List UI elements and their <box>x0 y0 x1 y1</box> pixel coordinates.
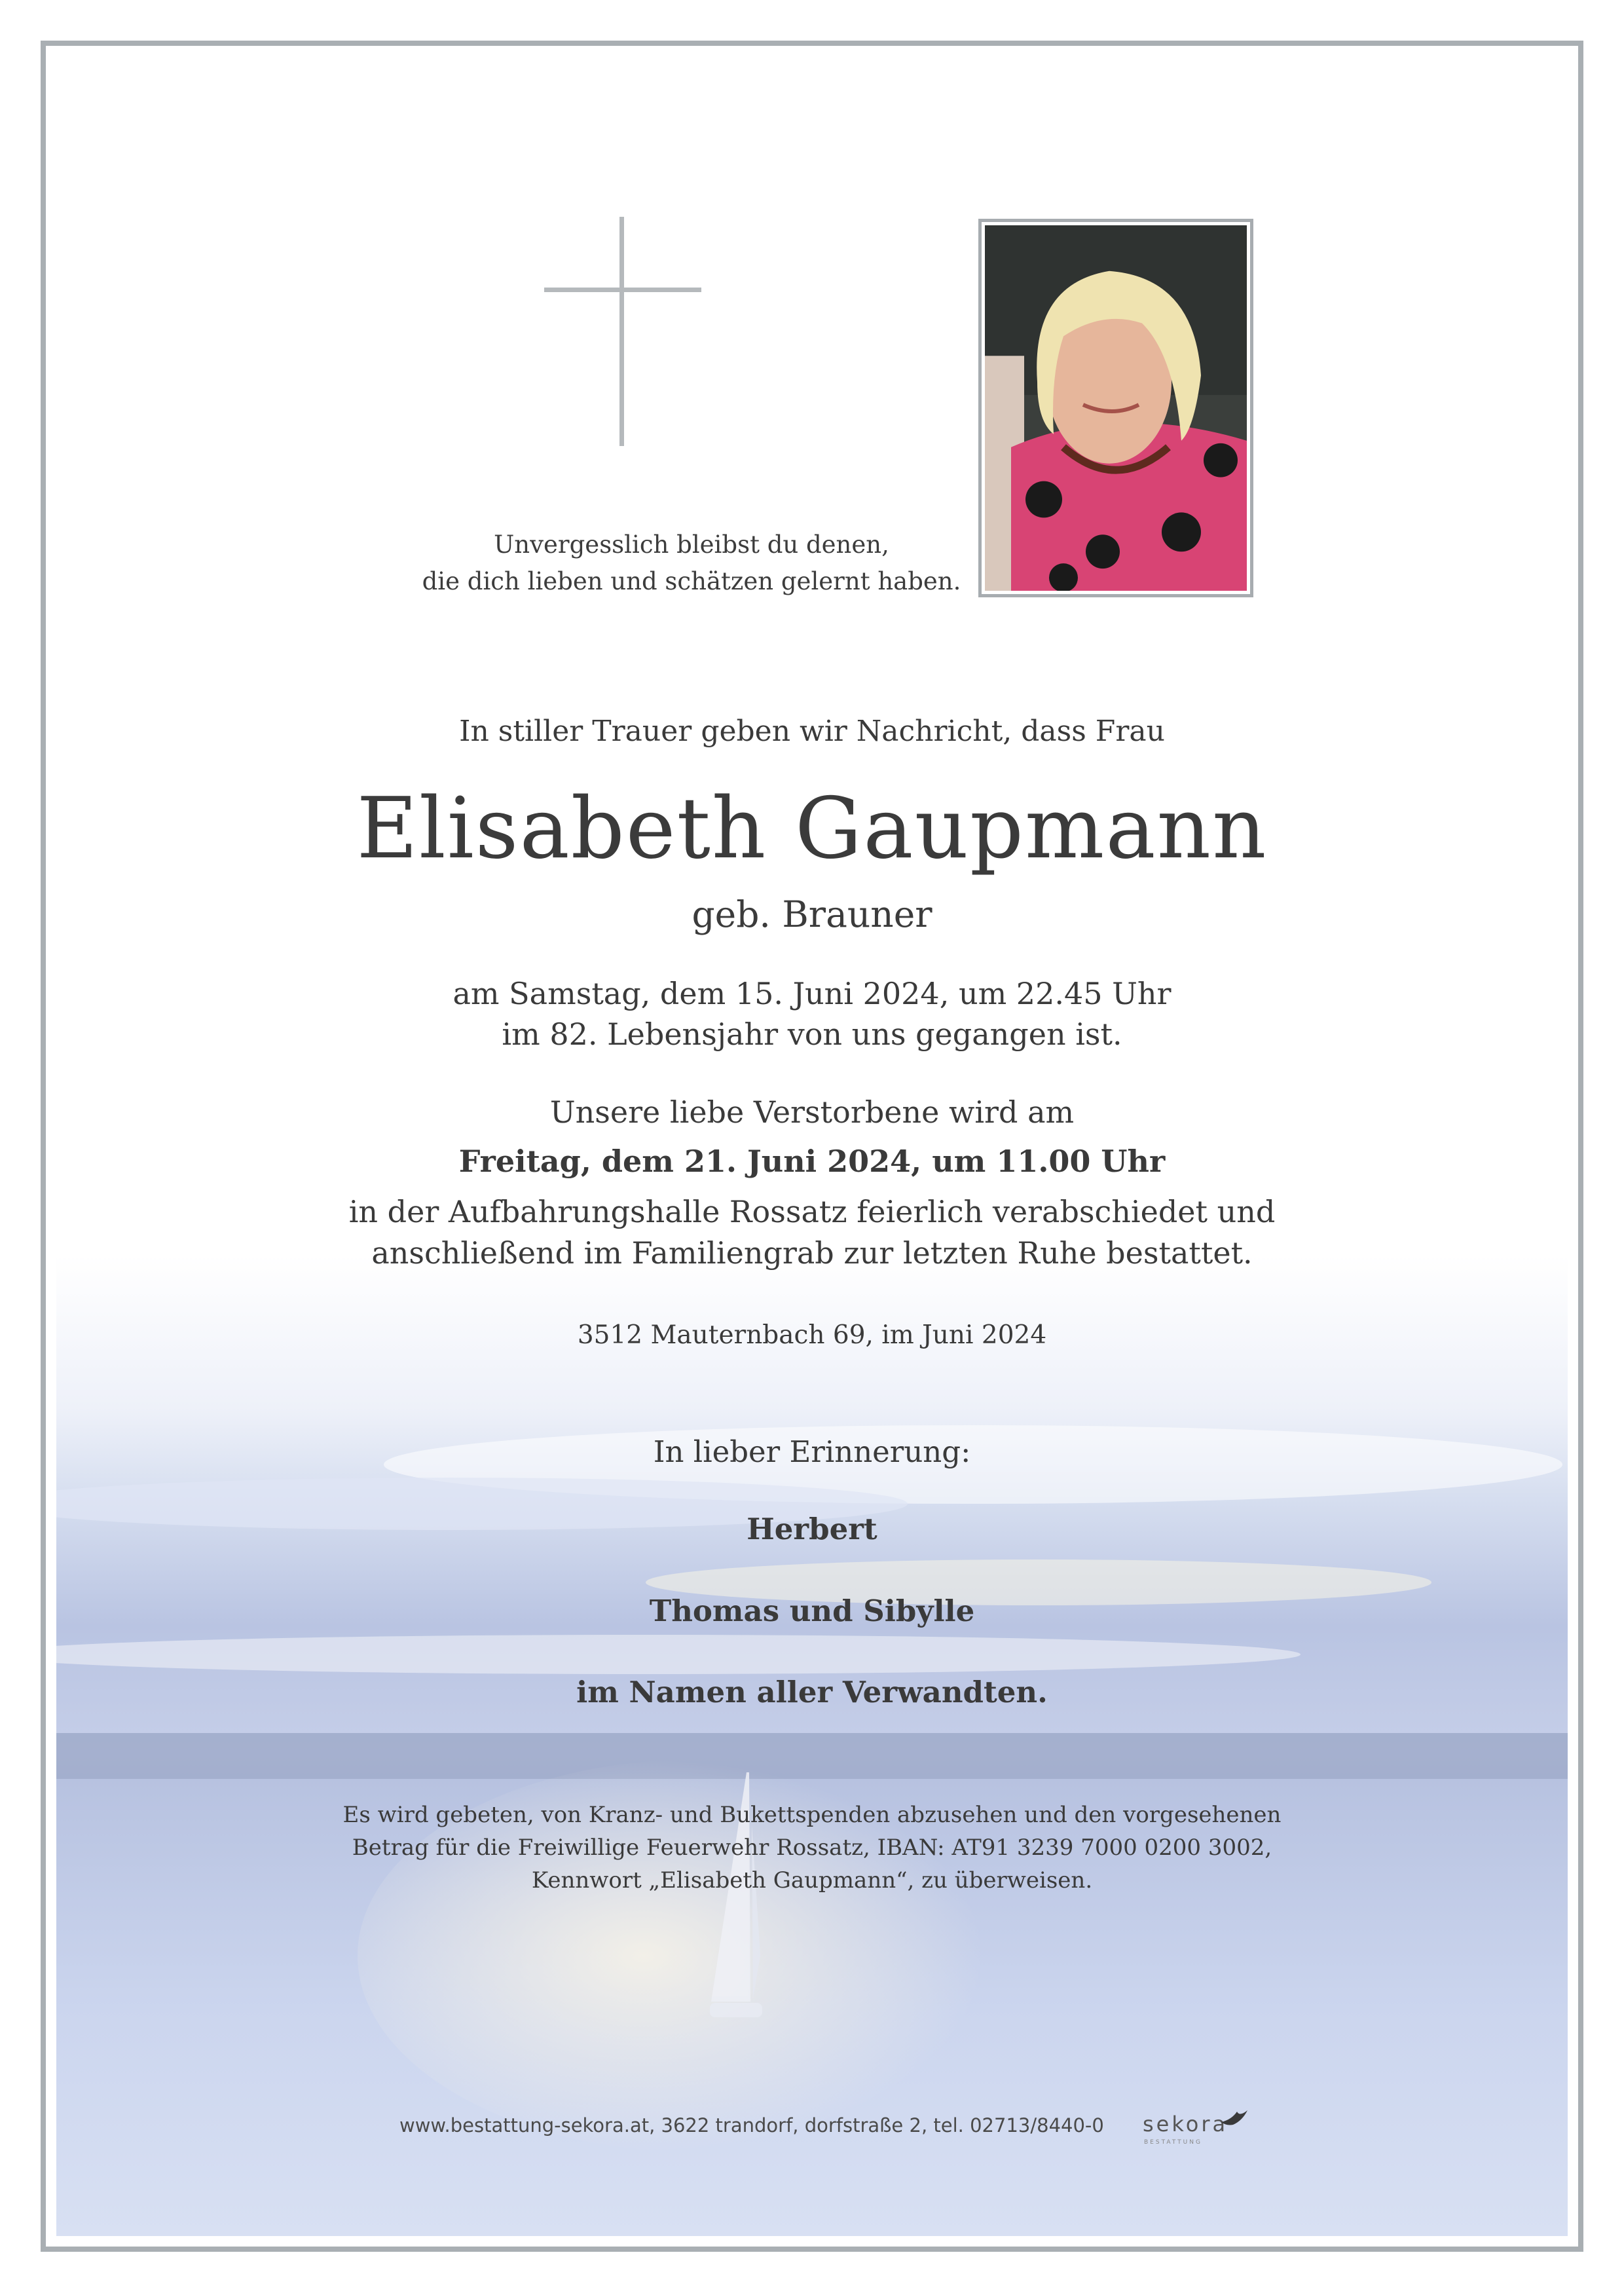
mourner: Herbert <box>747 1512 877 1546</box>
verse-line: die dich lieben und schätzen gelernt haben. <box>422 567 961 595</box>
age-line: im 82. Lebensjahr von uns gegangen ist. <box>502 1017 1122 1052</box>
funeral-home-footer: www.bestattung-sekora.at, 3622 trandorf, dorfstraße 2, tel. 02713/8440-0 <box>399 2114 1104 2136</box>
verse-line: Unvergesslich bleibst du denen, <box>494 531 889 559</box>
logo-word: sekora <box>1143 2112 1228 2136</box>
memory-heading: In lieber Erinnerung: <box>653 1434 971 1469</box>
place-date: 3512 Mauternbach 69, im Juni 2024 <box>577 1320 1047 1350</box>
funeral-line: in der Aufbahrungshalle Rossatz feierlich verabschiedet und <box>348 1194 1276 1229</box>
cross-icon <box>544 217 701 453</box>
donation-note: Betrag für die Freiwillige Feuerwehr Rossatz, IBAN: AT91 3239 7000 0200 3002, <box>352 1835 1272 1861</box>
maiden-name: geb. Brauner <box>692 893 932 935</box>
donation-note: Kennwort „Elisabeth Gaupmann“, zu überweisen. <box>531 1867 1093 1894</box>
memorial-verse <box>344 527 1039 600</box>
bird-icon <box>1220 2108 1249 2127</box>
mourner: Thomas und Sibylle <box>649 1594 975 1628</box>
deceased-name: Elisabeth Gaupmann <box>356 780 1268 878</box>
logo-subtitle: BESTATTUNG <box>1144 2139 1202 2146</box>
funeral-line: anschließend im Familiengrab zur letzten Ruhe bestattet. <box>371 1235 1253 1271</box>
mourner: im Namen aller Verwandten. <box>576 1675 1048 1709</box>
announcement-intro: In stiller Trauer geben wir Nachricht, dass Frau <box>459 715 1165 748</box>
parte-card <box>56 56 1568 2236</box>
funeral-line: Unsere liebe Verstorbene wird am <box>549 1094 1075 1130</box>
donation-note: Es wird gebeten, von Kranz- und Bukettspenden abzusehen und den vorgesehenen <box>342 1802 1282 1828</box>
sekora-logo <box>1143 2108 1261 2154</box>
funeral-date: Freitag, dem 21. Juni 2024, um 11.00 Uhr <box>458 1144 1166 1179</box>
death-date-line: am Samstag, dem 15. Juni 2024, um 22.45 Uhr <box>452 976 1172 1011</box>
